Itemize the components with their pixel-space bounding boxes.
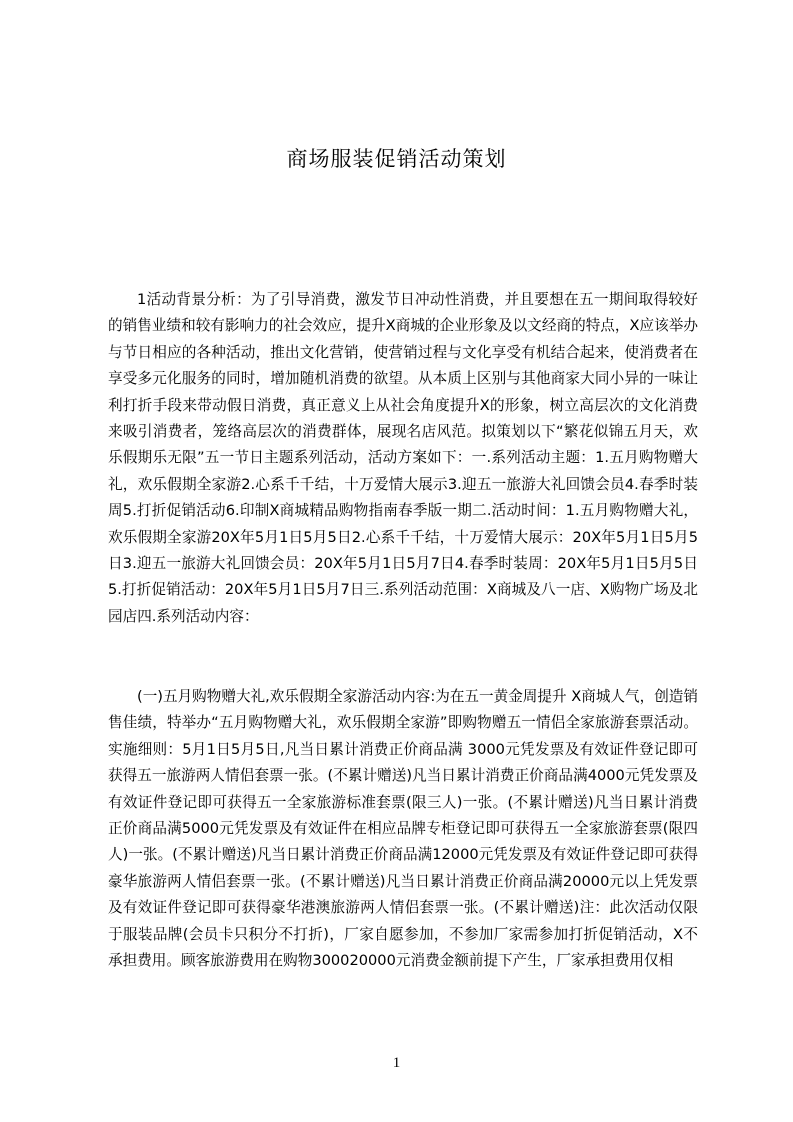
body-paragraph-background: 1活动背景分析：为了引导消费，激发节日冲动性消费，并且要想在五一期间取得较好的销售业绩和较有影响力的社会效应，提升X商城的企业形象及以文经商的特点，X应该举办与节日相应的各种活动，推出文化营销，使营销过程与文化享受有机结合起来，使消费者在享受多元化服务的同时，增加随机消费的欲望。从本质上区别与其他商家大同小异的一味让利打折手段来带动假日消费，真正意义上从社会角度提升X的形象，树立高层次的文化消费来吸引消费者，笼络高层次的消费群体，展现名店风范。拟策划以下“繁花似锦五月天，欢乐假期乐无限”五一节日主题系列活动，活动方案如下：一.系列活动主题：1.五月购物赠大礼，欢乐假期全家游2.心系千千结，十万爱情大展示3.迎五一旅游大礼回馈会员4.春季时装周5.打折促销活动6.印制X商城精品购物指南春季版一期二.活动时间：1.五月购物赠大礼，欢乐假期全家游20X年5月1日5月5日2.心系千千结，十万爱情大展示：20X年5月1日5月5日3.迎五一旅游大礼回馈会员：20X年5月1日5月7日4.春季时装周：20X年5月1日5月5日5.打折促销活动：20X年5月1日5月7日三.系列活动范围：X商城及八一店、X购物广场及北园店四.系列活动内容： — [108, 291, 698, 625]
document-title: 商场服装促销活动策划 — [286, 147, 507, 171]
page-number: 1 — [392, 1055, 401, 1071]
body-paragraph-activity-details: (一)五月购物赠大礼,欢乐假期全家游活动内容:为在五一黄金周提升 X商城人气，创造销售佳绩，特举办“五月购物赠大礼，欢乐假期全家游”即购物赠五一情侣全家旅游套票活动。实施细则：5月1日5月5日,凡当日累计消费正价商品满 3000元凭发票及有效证件登记即可获得五一旅游两人情侣套票一张。(不累计赠送)凡当日累计消费正价商品满4000元凭发票及有效证件登记即可获得五一全家旅游标准套票(限三人)一张。(不累计赠送)凡当日累计消费正价商品满5000元凭发票及有效证件在相应品牌专柜登记即可获得五一全家旅游套票(限四人)一张。(不累计赠送)凡当日累计消费正价商品满12000元凭发票及有效证件登记即可获得豪华旅游两人情侣套票一张。(不累计赠送)凡当日累计消费正价商品满20000元以上凭发票及有效证件登记即可获得豪华港澳旅游两人情侣套票一张。(不累计赠送)注：此次活动仅限于服装品牌(会员卡只积分不打折)，厂家自愿参加，不参加厂家需参加打折促销活动，X不承担费用。顾客旅游费用在购物300020000元消费金额前提下产生，厂家承担费用仅相 — [108, 688, 698, 970]
